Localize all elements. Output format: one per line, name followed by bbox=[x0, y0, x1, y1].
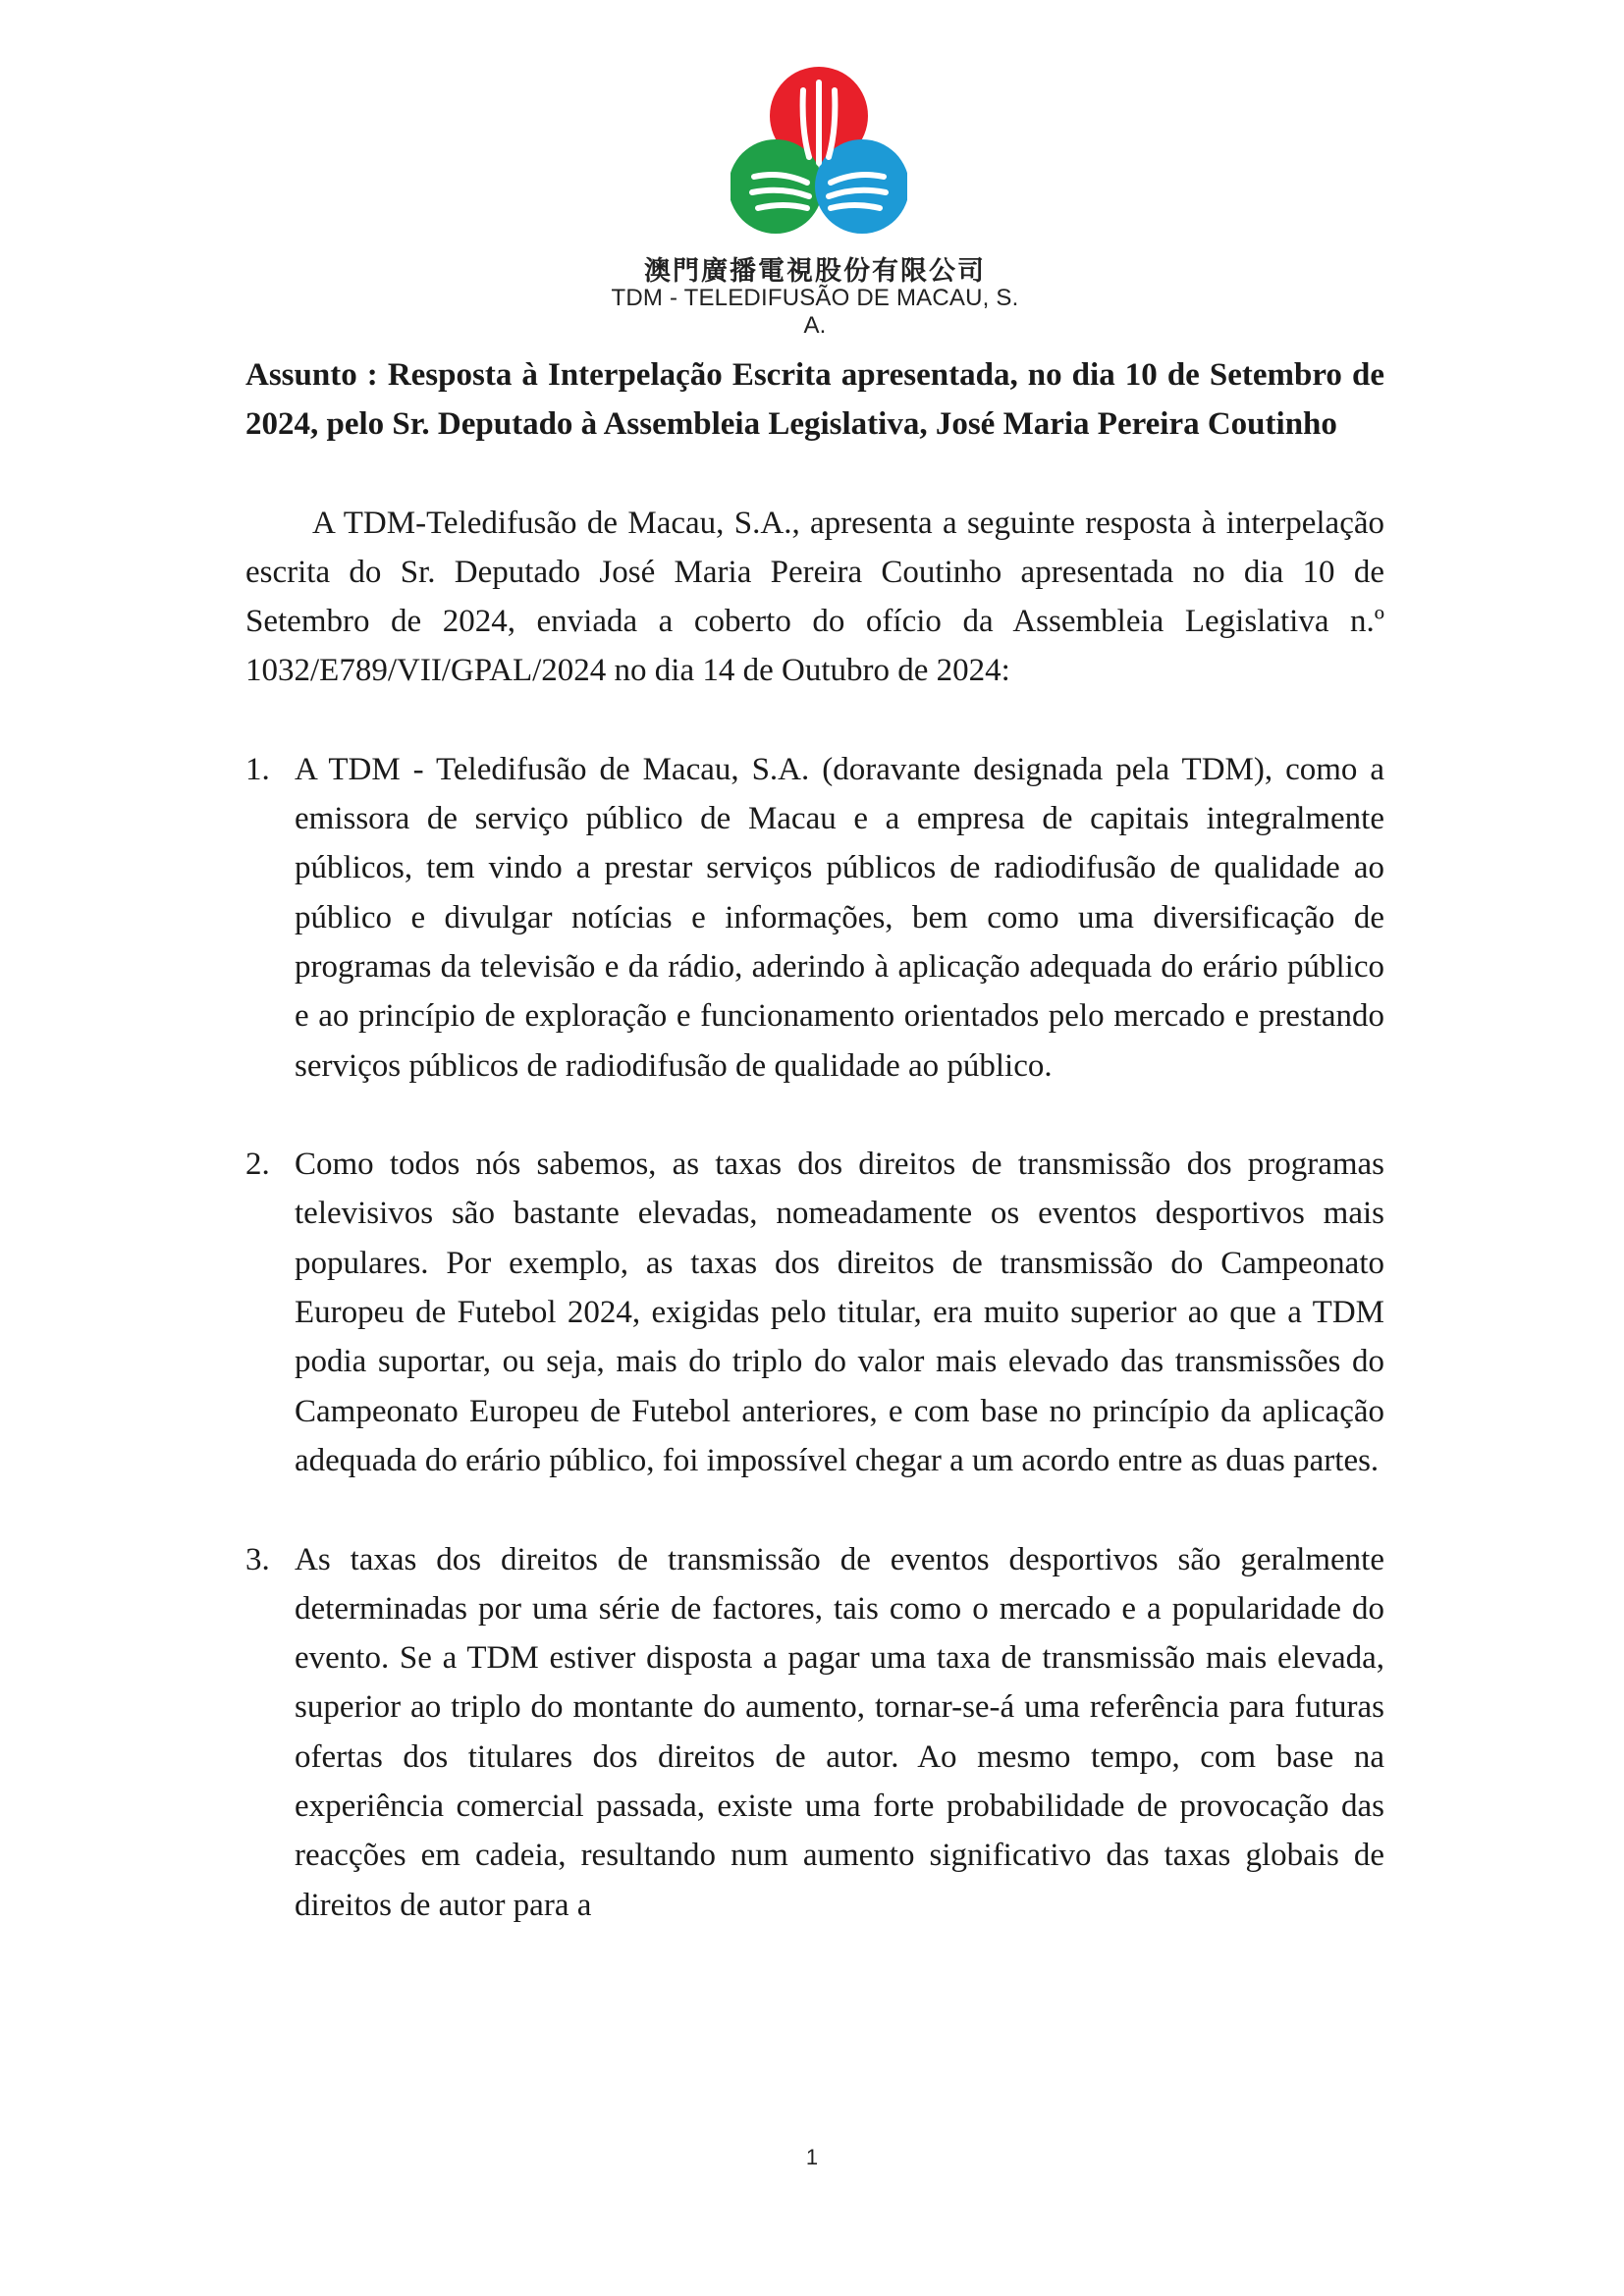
list-item bbox=[245, 1140, 1384, 1485]
company-logo bbox=[609, 61, 1021, 339]
page-number: 1 bbox=[805, 2145, 819, 2169]
list-item-text: A TDM - Teledifusão de Macau, S.A. (doravante designada pela TDM), como a emissora de serviço público de Macau e a empresa de capitais integralmente públicos, tem vindo a prestar serviços públicos de radiodifusão de qualidade ao público e divulgar notícias e informações, bem como uma diversificação de programas da televisão e da rádio, aderindo à aplicação adequada do erário público e ao princípio de exploração e funcionamento orientados pelo mercado e prestando serviços públicos de radiodifusão de qualidade ao público. bbox=[295, 751, 1384, 1084]
list-item-number: 3. bbox=[245, 1541, 270, 1577]
list-item-text: Como todos nós sabemos, as taxas dos direitos de transmissão dos programas televisivos são bastante elevadas, nomeadamente os eventos desportivos mais populares. Por exemplo, as taxas dos direitos de transmissão do Campeonato Europeu de Futebol 2024, exigidas pelo titular, era muito superior ao que a TDM podia suportar, ou seja, mais do triplo do valor mais elevado das transmissões do Campeonato Europeu de Futebol anteriores, e com base no princípio da aplicação adequada do erário público, foi impossível chegar a um acordo entre as duas partes. bbox=[295, 1147, 1384, 1478]
tdm-logo-icon bbox=[731, 61, 907, 238]
logo-chinese-name: 澳門廣播電視股份有限公司 bbox=[644, 256, 986, 287]
intro-paragraph: A TDM-Teledifusão de Macau, S.A., apresenta a seguinte resposta à interpelação escrita do Sr. Deputado José Maria Pereira Coutinho apresentada no dia 10 de Setembro de 2024, enviada a coberto do ofício da Assembleia Legislativa n.º 1032/E789/VII/GPAL/2024 no dia 14 de Outubro de 2024: bbox=[245, 505, 1384, 689]
list-item bbox=[245, 1535, 1384, 1930]
list-item-number: 2. bbox=[245, 1147, 270, 1183]
letter-body bbox=[245, 350, 1384, 1979]
logo-latin-name: TDM - TELEDIFUSÃO DE MACAU, S. A. bbox=[611, 285, 1019, 339]
list-item-text: As taxas dos direitos de transmissão de eventos desportivos são geralmente determinadas por uma série de factores, tais como o mercado e a popularidade do evento. Se a TDM estiver disposta a pagar uma taxa de transmissão mais elevada, superior ao triplo do montante do aumento, tornar-se-á uma referência para futuras ofertas dos titulares dos direitos de autor. Ao mesmo tempo, com base na experiência comercial passada, existe uma forte probabilidade de provocação das reacções em cadeia, resultando num aumento significativo das taxas globais de direitos de autor para a bbox=[295, 1541, 1384, 1923]
list-item-number: 1. bbox=[245, 751, 270, 787]
numbered-list bbox=[245, 745, 1384, 1930]
subject-heading: Assunto : Resposta à Interpelação Escrita apresentada, no dia 10 de Setembro de 2024, pelo Sr. Deputado à Assembleia Legislativa, José Maria Pereira Coutinho bbox=[245, 357, 1384, 443]
list-item bbox=[245, 745, 1384, 1091]
